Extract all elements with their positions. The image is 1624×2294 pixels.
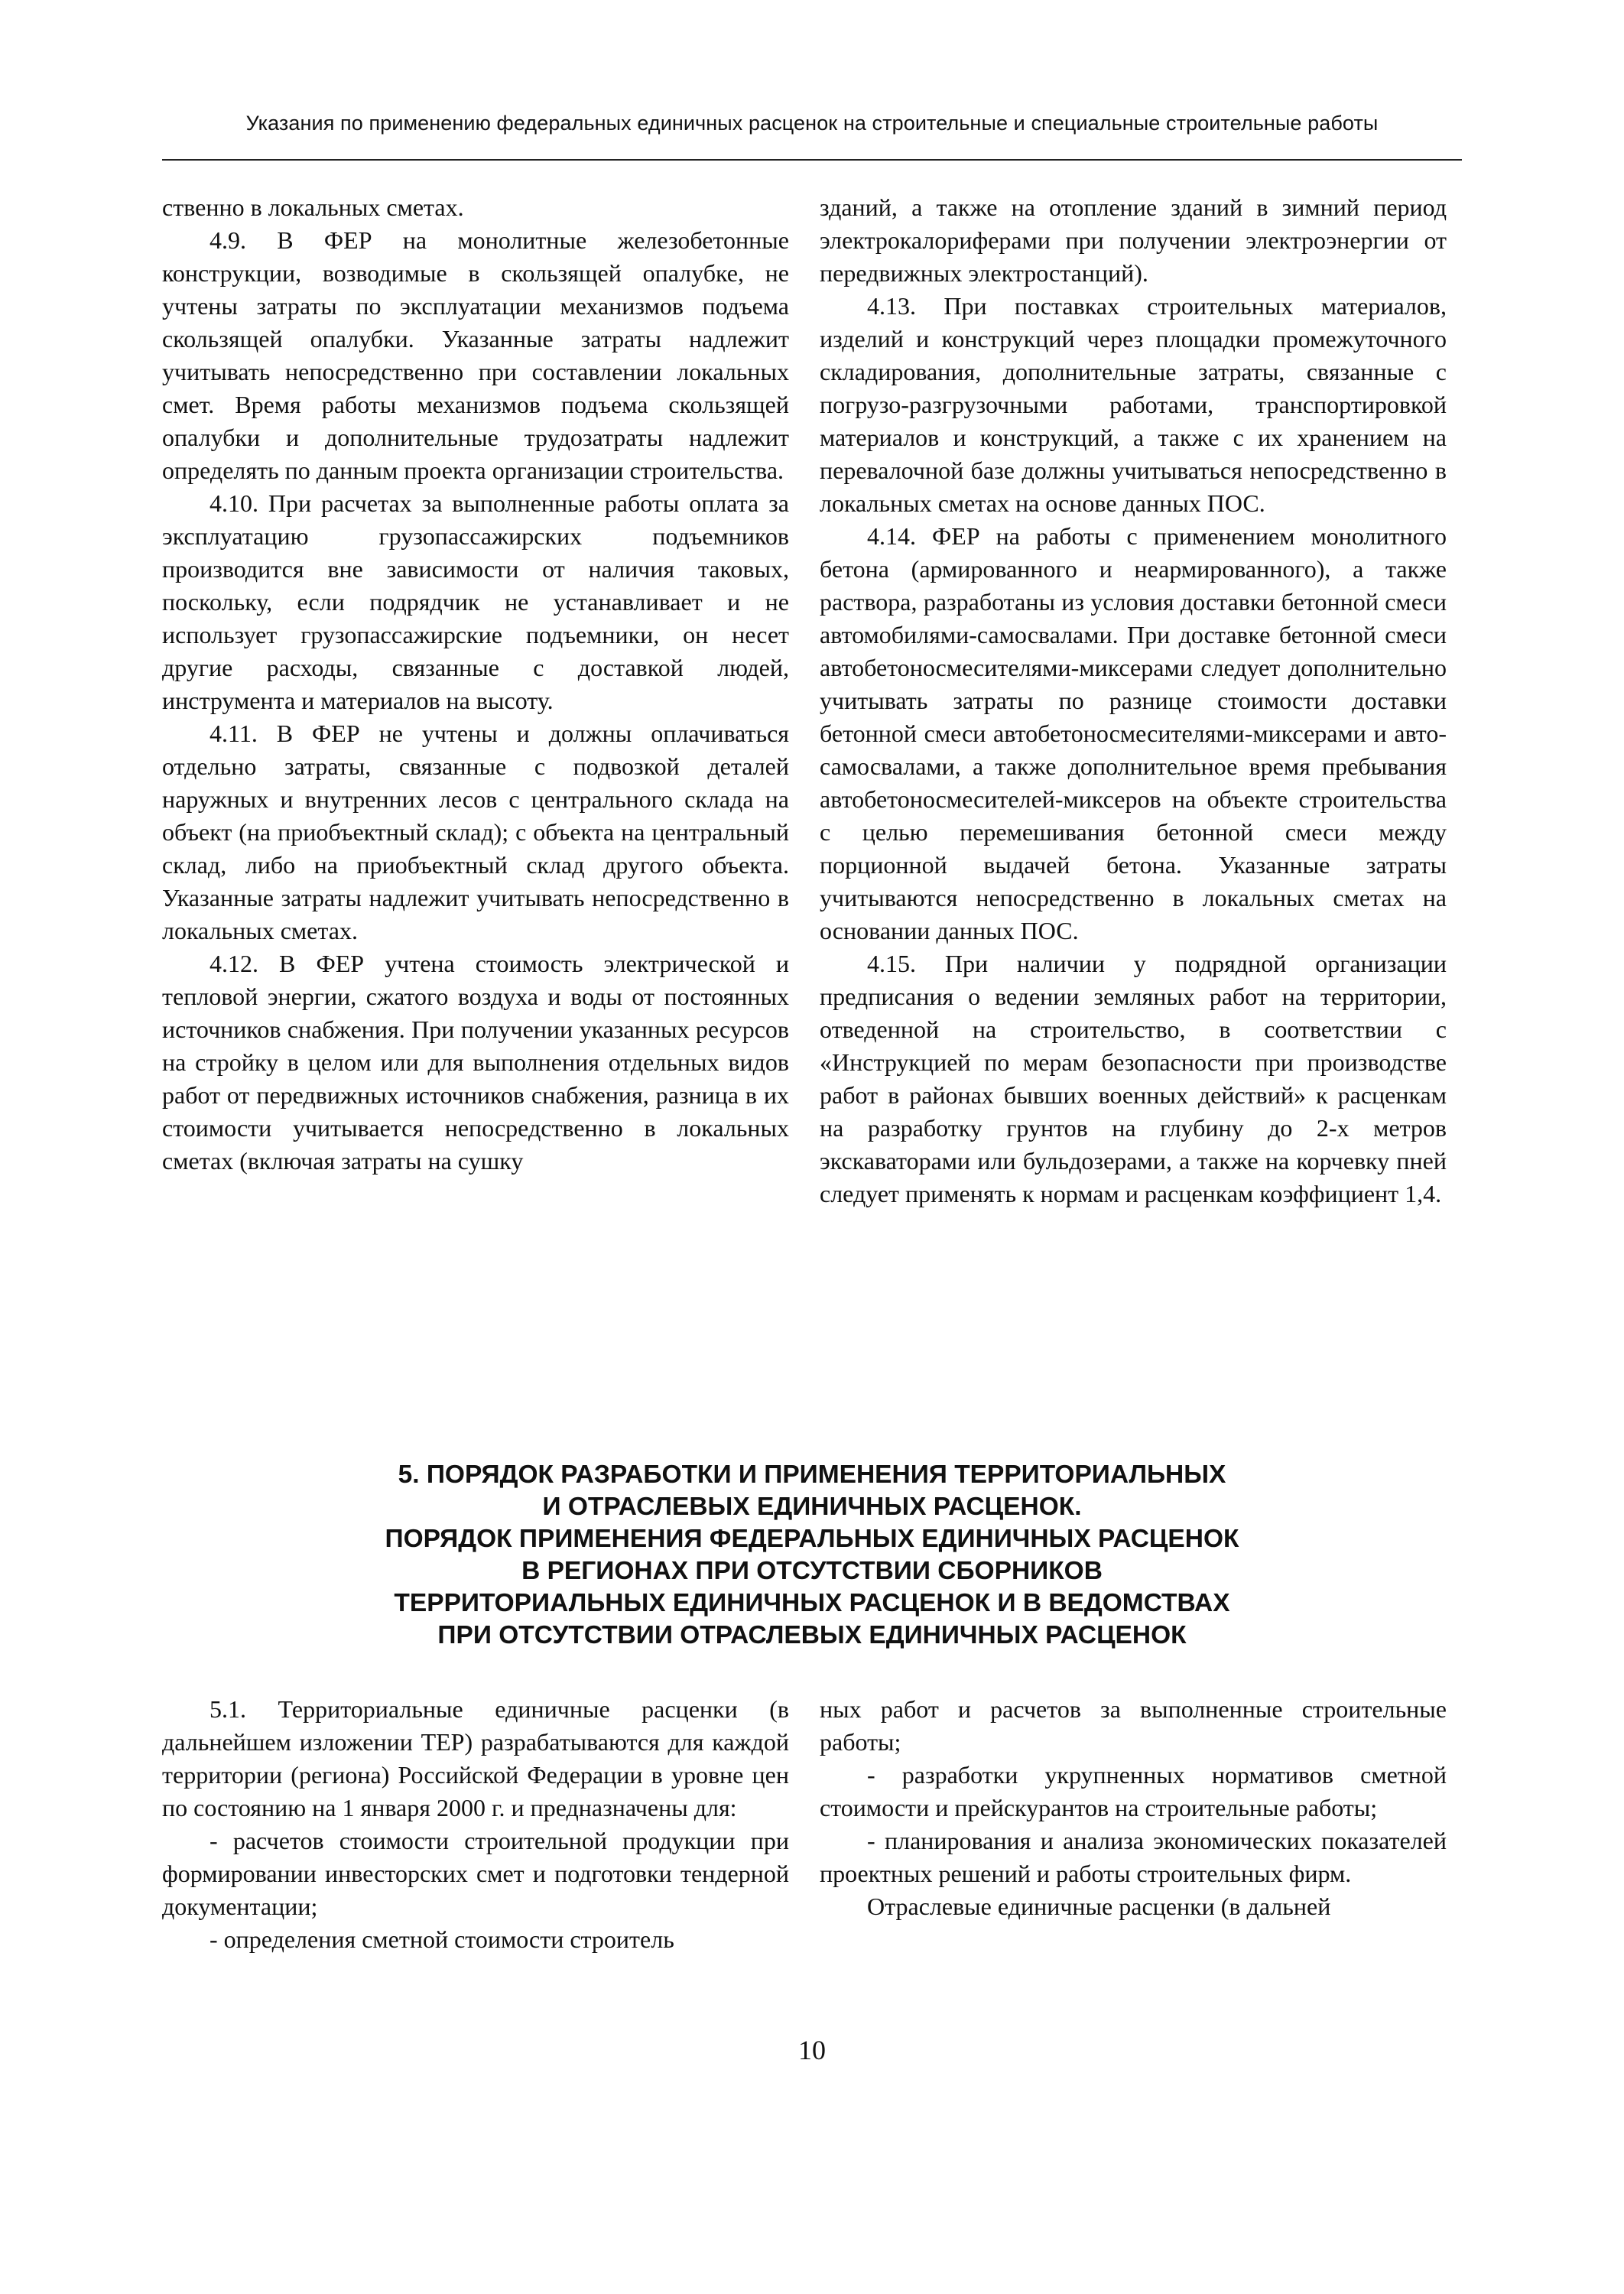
list-item: - определения сметной стоимости строитель [209,1925,674,1953]
paragraph: ственно в локальных сметах. [162,193,464,221]
paragraph-4-15: 4.15. При наличии у подрядной организации предписания о ведении земляных работ на территории, отведенной на строительство, в соответствии с «Инструкцией по мерам безопасности при производстве работ в районах бывших военных действий» к расценкам на разработку грунтов на глубину до 2-х метров экскаваторами или бульдозерами, а также на корчевку пней следует применять к нормам и расценкам коэффициент 1,4. [820,950,1447,1207]
paragraph-4-13: 4.13. При поставках строительных материалов, изделий и конструкций через площадки промежуточного складирования, дополнительные затраты, связанные с погрузо-разгрузочными работами, транспортировкой материалов и конструкций, а также с их хранением на перевалочной базе должны учитываться непосредственно в локальных сметах на основе данных ПОС. [820,292,1447,517]
paragraph-4-9: 4.9. В ФЕР на монолитные железобетонные конструкции, возводимые в скользящей опалубке, не учтены затраты по эксплуатации механизмов подъема скользящей опалубки. Указанные затраты надлежит учитывать непосредственно при составлении локальных смет. Время работы механизмов подъема скользящей опалубки и дополнительные трудозатраты надлежит определять по данным проекта организации строительства. [162,226,789,484]
section-title-line: И ОТРАСЛЕВЫХ ЕДИНИЧНЫХ РАСЦЕНОК. [542,1493,1082,1521]
upper-right-column [820,191,1447,1210]
section-title-line: ПРИ ОТСУТСТВИИ ОТРАСЛЕВЫХ ЕДИНИЧНЫХ РАСЦЕНОК [437,1621,1187,1649]
paragraph-5-1: 5.1. Территориальные единичные расценки (в дальнейшем изложении ТЕР) разрабатываются для каждой территории (региона) Российской Федерации в уровне цен по состоянию на 1 января 2000 г. и предназначены для: [162,1695,789,1821]
paragraph: зданий, а также на отопление зданий в зимний период электрокалориферами при получении электроэнергии от передвижных электростанций). [820,193,1447,287]
paragraph-4-11: 4.11. В ФЕР не учтены и должны оплачиваться отдельно затраты, связанные с подвозкой деталей наружных и внутренних лесов с центрального склада на объект (на приобъектный склад); с объекта на центральный склад, либо на приобъектный склад другого объекта. Указанные затраты надлежит учитывать непосредственно в локальных сметах. [162,720,789,944]
section-title-line: ТЕРРИТОРИАЛЬНЫХ ЕДИНИЧНЫХ РАСЦЕНОК И В ВЕДОМСТВАХ [394,1589,1230,1617]
paragraph: ных работ и расчетов за выполненные строительные работы; [820,1695,1447,1756]
paragraph: Отраслевые единичные расценки (в дальней [867,1893,1331,1920]
section-title [162,1459,1462,1652]
section-title-line: В РЕГИОНАХ ПРИ ОТСУТСТВИИ СБОРНИКОВ [521,1557,1103,1585]
running-header: Указания по применению федеральных единичных расценок на строительные и специальные строительные работы [245,112,1379,135]
section-title-line: ПОРЯДОК ПРИМЕНЕНИЯ ФЕДЕРАЛЬНЫХ ЕДИНИЧНЫХ РАСЦЕНОК [385,1525,1239,1553]
lower-right-column [820,1693,1447,1923]
list-item: - разработки укрупненных нормативов сметной стоимости и прейскурантов на строительные работы; [820,1761,1447,1821]
page-number: 10 [798,2035,826,2065]
lower-left-column [162,1693,789,1956]
section-title-line: 5. ПОРЯДОК РАЗРАБОТКИ И ПРИМЕНЕНИЯ ТЕРРИТОРИАЛЬНЫХ [398,1461,1226,1489]
header-rule [162,159,1462,161]
list-item: - планирования и анализа экономических показателей проектных решений и работы строительных фирм. [820,1827,1447,1887]
paragraph-4-10: 4.10. При расчетах за выполненные работы оплата за эксплуатацию грузопассажирских подъемников производится вне зависимости от наличия таковых, поскольку, если подрядчик не устанавливает и не использует грузопассажирские подъемники, он несет другие расходы, связанные с доставкой людей, инструмента и материалов на высоту. [162,489,789,714]
list-item: - расчетов стоимости строительной продукции при формировании инвесторских смет и подготовки тендерной документации; [162,1827,789,1920]
paragraph-4-12: 4.12. В ФЕР учтена стоимость электрической и тепловой энергии, сжатого воздуха и воды от постоянных источников снабжения. При получении указанных ресурсов на стройку в целом или для выполнения отдельных видов работ от передвижных источников снабжения, разница в их стоимости учитывается непосредственно в локальных сметах (включая затраты на сушку [162,950,789,1175]
upper-left-column [162,191,789,1178]
paragraph-4-14: 4.14. ФЕР на работы с применением монолитного бетона (армированного и неармированного), а также раствора, разработаны из условия доставки бетонной смеси автомобилями-самосвалами. При доставке бетонной смеси автобетоносмесителями-миксерами следует дополнительно учитывать затраты по разнице стоимости доставки бетонной смеси автобетоносмесителями-миксерами и автосамосвалами, а также дополнительное время пребывания автобетоносмесителей-миксеров на объекте строительства с целью перемешивания бетонной смеси между порционной выдачей бетона. Указанные затраты учитываются непосредственно в локальных сметах на основании данных ПОС. [820,522,1447,944]
